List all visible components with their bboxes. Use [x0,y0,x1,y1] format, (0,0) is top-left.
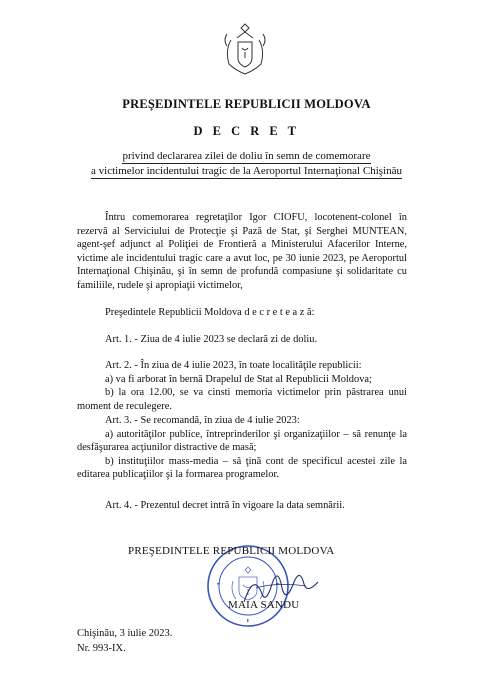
coat-of-arms-icon [221,22,269,80]
decreeing-text: Preşedintele Republicii Moldova d e c r e t e a z ă: [105,307,315,318]
article-2-heading: Art. 2. - În ziua de 4 iulie 2023, în toate localităţile republicii: [105,360,362,371]
article-1-text: Art. 1. - Ziua de 4 iulie 2023 se declară zi de doliu. [105,334,318,345]
article-3-point-a: a) autorităţilor publice, întreprinderilor şi organizaţiilor – să renunţe la desfăşurarea acţiunilor distractive de masă; [77,428,407,454]
place-and-date: Chişinău, 3 iulie 2023. [77,628,173,639]
document-type: D E C R E T [193,124,300,138]
article-4-text: Art. 4. - Prezentul decret intră în vigoare la data semnării. [105,500,345,511]
article-4 [77,499,407,513]
article-3-heading: Art. 3. - Se recomandă, în ziua de 4 iulie 2023: [105,415,300,426]
article-3 [77,414,407,482]
subject-line-2: a victimelor incidentului tragic de la Aeroportul Internaţional Chişinău [91,165,402,177]
intro-paragraph [77,211,407,293]
decree-subject [0,149,493,179]
article-1 [77,333,407,347]
article-2-point-b: b) la ora 12.00, se va cinsti memoria victimelor prin păstrarea unui moment de reculegere. [77,387,407,412]
institution-title: PREŞEDINTELE REPUBLICII MOLDOVA [122,97,371,111]
decree-number: Nr. 993-IX. [77,643,126,654]
article-3-point-b: b) instituţiilor mass-media – să ţină cont de specificul acestei zile la editarea publicaţiilor şi la formarea programelor. [77,455,407,481]
article-2-point-a: a) va fi arborat în bernă Drapelul de Stat al Republicii Moldova; [105,373,372,385]
article-2 [77,359,407,413]
subject-line-1: privind declararea zilei de doliu în semn de comemorare [122,150,371,162]
signatory-title: PREŞEDINTELE REPUBLICII MOLDOVA [128,545,335,557]
signatory-name: MAIA SANDU [228,599,300,611]
decreeing-formula [77,306,407,320]
intro-text: Întru comemorarea regretaţilor Igor CIOFU, locotenent-colonel în rezervă al Serviciului de Protecţie şi Pază de Stat, şi Serghei MUNTEAN, agent-şef adjunct al Poliţiei de Frontieră a Ministerului Afacerilor Interne, victime ale incidentului tragic care a avut loc, pe 30 iunie 2023, pe Aeroportul Internaţional Chişinău, şi în semn de profundă compasiune şi solidaritate cu familiile, rudele şi apropiaţii victimelor, [77,212,407,291]
